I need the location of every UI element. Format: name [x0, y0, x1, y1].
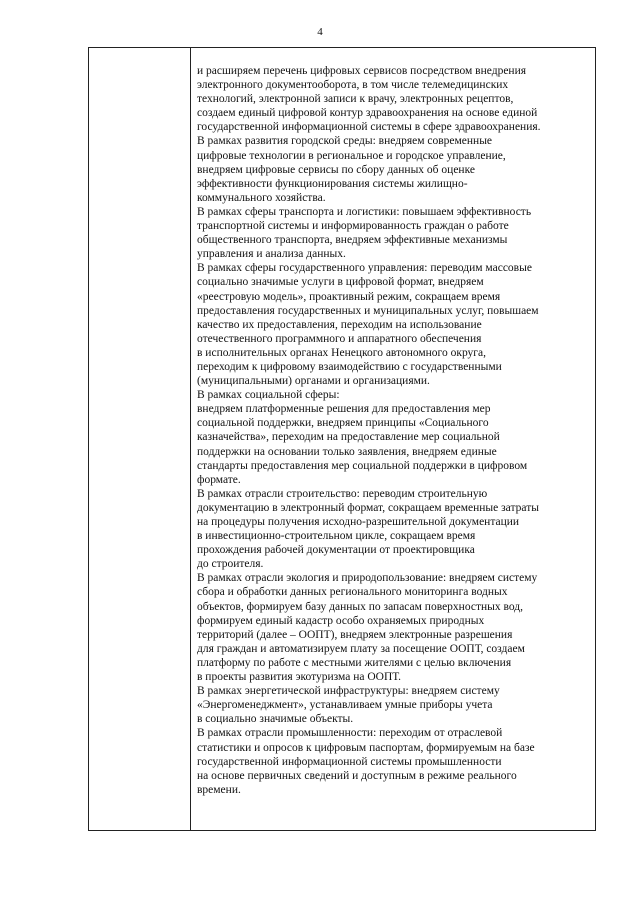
text-line: транспортной системы и информированность граждан о работе [197, 220, 509, 233]
text-line: В рамках отрасли экология и природопользование: внедряем систему [197, 572, 538, 585]
text-line: до строителя. [197, 558, 264, 571]
text-line: В рамках сферы государственного управления: переводим массовые [197, 262, 532, 275]
text-line: В рамках отрасли строительство: переводим строительную [197, 487, 488, 500]
text-line: в проекты развития экотуризма на ООПТ. [197, 671, 402, 684]
page-number: 4 [317, 26, 323, 38]
text-line: (муниципальными) органами и организациями. [197, 375, 430, 388]
text-line: создаем единый цифровой контур здравоохранения на основе единой [197, 107, 538, 120]
text-line: стандарты предоставления мер социальной поддержки в цифровом [197, 459, 528, 472]
text-line: формируем единый кадастр особо охраняемых природных [197, 614, 485, 627]
text-line: сбора и обработки данных регионального мониторинга водных [197, 586, 508, 599]
text-line: отечественного программного и аппаратного обеспечения [197, 332, 482, 345]
text-line: на основе первичных сведений и доступным в режиме реального [197, 769, 517, 782]
text-line: времени. [197, 783, 241, 796]
text-line: в социально значимые объекты. [197, 713, 354, 726]
text-line: цифровые технологии в региональное и городское управление, [197, 149, 506, 162]
text-line: внедряем цифровые сервисы по сбору данных об оценке [197, 163, 475, 176]
text-line: коммунального хозяйства. [197, 191, 326, 204]
text-line: формате. [197, 473, 241, 486]
text-line: на процедуры получения исходно-разрешительной документации [197, 516, 520, 528]
text-line: государственной информационной системы промышленности [197, 755, 502, 768]
text-line: и расширяем перечень цифровых сервисов посредством внедрения [197, 65, 527, 77]
text-line: казначейства», переходим на предоставление мер социальной [197, 431, 500, 444]
text-line: документацию в электронный формат, сокращаем временные затраты [197, 501, 539, 514]
table-left-cell [89, 48, 191, 830]
text-line: В рамках энергетической инфраструктуры: внедряем систему [197, 685, 500, 698]
text-line: общественного транспорта, внедряем эффективные механизмы [197, 234, 508, 247]
text-line: эффективности функционирования системы жилищно- [197, 177, 468, 190]
text-line: электронного документооборота, в том числе телемедицинских [197, 79, 509, 92]
text-line: управления и анализа данных. [197, 248, 346, 261]
text-line: внедряем платформенные решения для предоставления мер [197, 403, 491, 416]
text-line: «реестровую модель», проактивный режим, сокращаем время [197, 290, 501, 303]
document-table [88, 47, 596, 831]
text-line: технологий, электронной записи к врачу, электронных рецептов, [197, 93, 514, 106]
text-line: социально значимые услуги в цифровой формат, внедряем [197, 276, 484, 289]
text-line: статистики и опросов к цифровым паспортам, формируемым на базе [197, 741, 535, 754]
text-line: государственной информационной системы в сфере здравоохранения. [197, 121, 541, 134]
table-right-cell [197, 64, 593, 797]
text-line: переходим к цифровому взаимодействию с государственными [197, 360, 502, 373]
text-line: платформу по работе с местными жителями с целью включения [197, 656, 512, 669]
text-line: в инвестиционно-строительном цикле, сокращаем время [197, 530, 476, 543]
text-line: территорий (далее – ООПТ), внедряем электронные разрешения [197, 628, 513, 641]
text-line: В рамках отрасли промышленности: переходим от отраслевой [197, 727, 503, 740]
text-line: В рамках сферы транспорта и логистики: повышаем эффективность [197, 205, 532, 218]
text-line: объектов, формируем базу данных по запасам поверхностных вод, [197, 600, 523, 613]
text-line: прохождения рабочей документации от проектировщика [197, 544, 475, 557]
text-line: В рамках развития городской среды: внедряем современные [197, 135, 493, 148]
text-line: «Энергоменеджмент», устанавливаем умные приборы учета [197, 699, 493, 712]
text-line: В рамках социальной сферы: [197, 389, 340, 402]
text-line: для граждан и автоматизируем плату за посещение ООПТ, создаем [197, 642, 525, 655]
text-line: качество их предоставления, переходим на использование [197, 318, 482, 331]
text-line: поддержки на основании только заявления, внедряем единые [197, 445, 497, 458]
text-line: предоставления государственных и муниципальных услуг, повышаем [197, 304, 539, 317]
text-line: социальной поддержки, внедряем принципы «Социального [197, 417, 489, 430]
text-line: в исполнительных органах Ненецкого автономного округа, [197, 346, 486, 359]
